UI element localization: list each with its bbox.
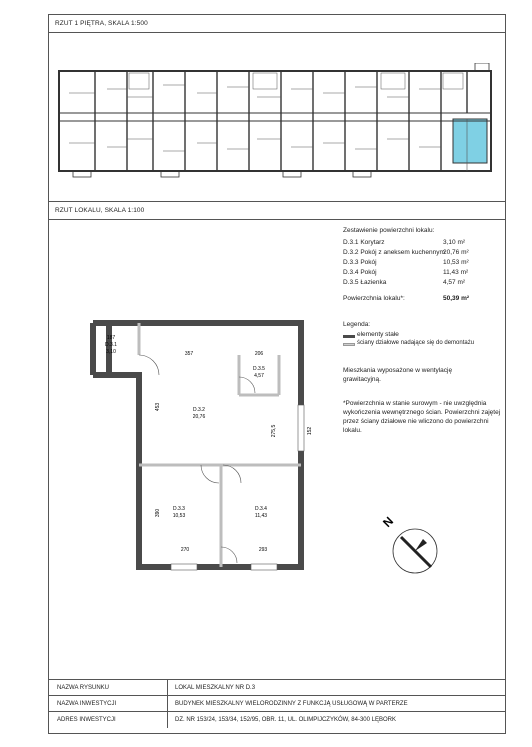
dimension: 390 bbox=[155, 508, 161, 518]
room-area-label: 3,10 bbox=[106, 349, 116, 355]
legend-item: ściany działowe nadające się do demontażu bbox=[357, 340, 475, 346]
title-block-row: NAZWA INWESTYCJI BUDYNEK MIESZKALNY WIELORODZINNY Z FUNKCJĄ USŁUGOWĄ W PARTERZE bbox=[49, 695, 505, 712]
floor-plan-title: RZUT 1 PIĘTRA, SKALA 1:500 bbox=[49, 15, 505, 33]
drawing-sheet bbox=[48, 14, 506, 734]
north-letter: N bbox=[380, 513, 397, 530]
highlighted-unit bbox=[453, 119, 487, 163]
unit-plan-title: RZUT LOKALU, SKALA 1:100 bbox=[49, 202, 505, 220]
dimension: 187 bbox=[106, 335, 116, 341]
dimension: 270 bbox=[180, 547, 190, 553]
area-footnote: *Powierzchnia w stanie surowym - nie uwzględnia wykończenia wewnętrznego ścian. Powierzchni zajętej przez ściany działowe nie wliczono do powierzchni lokalu. bbox=[343, 400, 501, 434]
area-summary-heading: Zestawienie powierzchni lokalu: bbox=[343, 227, 435, 234]
room-area-label: 4,57 bbox=[254, 373, 264, 379]
legend-heading: Legenda: bbox=[343, 321, 371, 328]
dimension: 206 bbox=[254, 351, 264, 357]
floor-plan bbox=[57, 63, 497, 185]
room-row: D.3.3 Pokój bbox=[343, 259, 377, 266]
legend-swatch-fixed bbox=[343, 335, 355, 338]
total-area-label: Powierzchnia lokalu*: bbox=[343, 295, 405, 302]
room-area: 20,76 m² bbox=[443, 249, 469, 256]
room-area-label: 10,53 bbox=[172, 513, 186, 519]
room-row: D.3.5 Łazienka bbox=[343, 279, 387, 286]
room-row: D.3.4 Pokój bbox=[343, 269, 377, 276]
dimension: 152 bbox=[307, 426, 313, 436]
total-area-value: 50,39 m² bbox=[443, 295, 470, 302]
room-label: D.3.1 bbox=[105, 342, 117, 348]
legend-item: elementy stałe bbox=[357, 331, 399, 338]
north-arrow-icon bbox=[373, 509, 445, 581]
room-area-label: 11,43 bbox=[254, 513, 268, 519]
room-row: D.3.1 Korytarz bbox=[343, 239, 385, 246]
title-block-row: NAZWA RYSUNKU LOKAL MIESZKALNY NR D.3 bbox=[49, 679, 505, 696]
room-label: D.3.5 bbox=[253, 366, 265, 372]
room-area: 11,43 m² bbox=[443, 269, 469, 276]
room-area-label: 20,76 bbox=[192, 414, 206, 420]
unit-plan bbox=[89, 315, 319, 585]
room-label: D.3.2 bbox=[193, 407, 205, 413]
room-area: 3,10 m² bbox=[443, 239, 466, 246]
ventilation-note: Mieszkania wyposażone w wentylację grawitacyjną. bbox=[343, 367, 453, 383]
dimension: 275,5 bbox=[271, 424, 277, 438]
dimension: 453 bbox=[155, 402, 161, 412]
room-area: 4,57 m² bbox=[443, 279, 466, 286]
room-label: D.3.3 bbox=[173, 506, 185, 512]
dimension: 357 bbox=[184, 351, 194, 357]
dimension: 293 bbox=[258, 547, 268, 553]
room-label: D.3.4 bbox=[255, 506, 267, 512]
title-block-row: ADRES INWESTYCJI DZ. NR 153/24, 153/34, 152/95, OBR. 11, UL. OLIMPIJCZYKÓW, 84-300 LĘBORK bbox=[49, 711, 505, 728]
room-row: D.3.2 Pokój z aneksem kuchennym bbox=[343, 249, 445, 256]
room-area: 10,53 m² bbox=[443, 259, 469, 266]
legend-swatch-partition bbox=[343, 343, 355, 346]
